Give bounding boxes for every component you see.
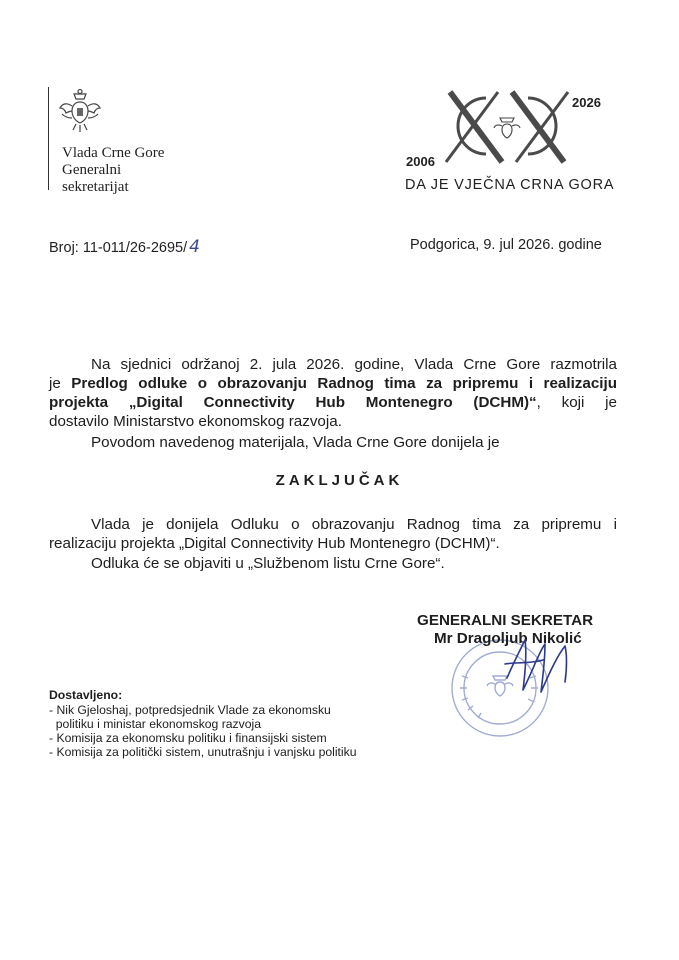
p1-line3-post: , koji je [536,394,617,411]
paragraph-3-line-1: Vlada je donijela Odluku o obrazovanju Radnog tima za pripremu i [91,516,617,533]
distribution-item: - Nik Gjeloshaj, potpredsjednik Vlade za ekonomsku [49,703,331,717]
logo-year-right: 2026 [572,95,601,110]
org-name-line3: sekretarijat [62,179,129,195]
header-divider-line [48,87,49,190]
signatory-role: GENERALNI SEKRETAR [417,612,594,629]
reference-handwritten: 4 [189,237,200,257]
handwritten-signature-icon [503,634,575,700]
p1-line3-bold: projekta „Digital Connectivity Hub Montenegro (DCHM)“ [49,394,537,411]
logo-caption: DA JE VJEČNA CRNA GORA [405,177,615,193]
p1-line2-pre: je [49,375,72,392]
paragraph-1-line-4: dostavilo Ministarstvo ekonomskog razvoja. [49,413,342,430]
anniversary-logo-mark-icon [442,88,572,166]
paragraph-3-line-2: realizaciju projekta „Digital Connectivity Hub Montenegro (DCHM)“. [49,535,500,552]
decision-title: ZAKLJUČAK [275,472,404,489]
distribution-item: politiku i ministar ekonomskog razvoja [49,717,262,731]
org-name-line2: Generalni [62,162,122,178]
paragraph-2: Povodom navedenog materijala, Vlada Crne Gore donijela je [91,434,500,451]
paragraph-1-line-3 [49,393,617,412]
paragraph-1-line-2 [49,374,617,393]
distribution-item: - Komisija za ekonomsku politiku i finansijski sistem [49,731,327,745]
paragraph-1-line-1: Na sjednici održanoj 2. jula 2026. godine, Vlada Crne Gore razmotrila [91,356,617,373]
p1-line2-bold: Predlog odluke o obrazovanju Radnog tima za pripremu i realizaciju [71,375,617,392]
reference-number [49,237,200,257]
distribution-heading: Dostavljeno: [49,688,123,702]
signatory-name: Mr Dragoljub Nikolić [434,630,582,647]
logo-year-left: 2006 [406,154,435,169]
reference-label: Broj: 11-011/26-2695/ [49,240,188,256]
org-name-line1: Vlada Crne Gore [62,145,165,161]
paragraph-4: Odluka će se objaviti u „Službenom listu Crne Gore“. [91,555,445,572]
distribution-item: - Komisija za politički sistem, unutrašnju i vanjsku politiku [49,745,357,759]
place-date: Podgorica, 9. jul 2026. godine [410,237,602,253]
coat-of-arms-icon [58,88,102,134]
